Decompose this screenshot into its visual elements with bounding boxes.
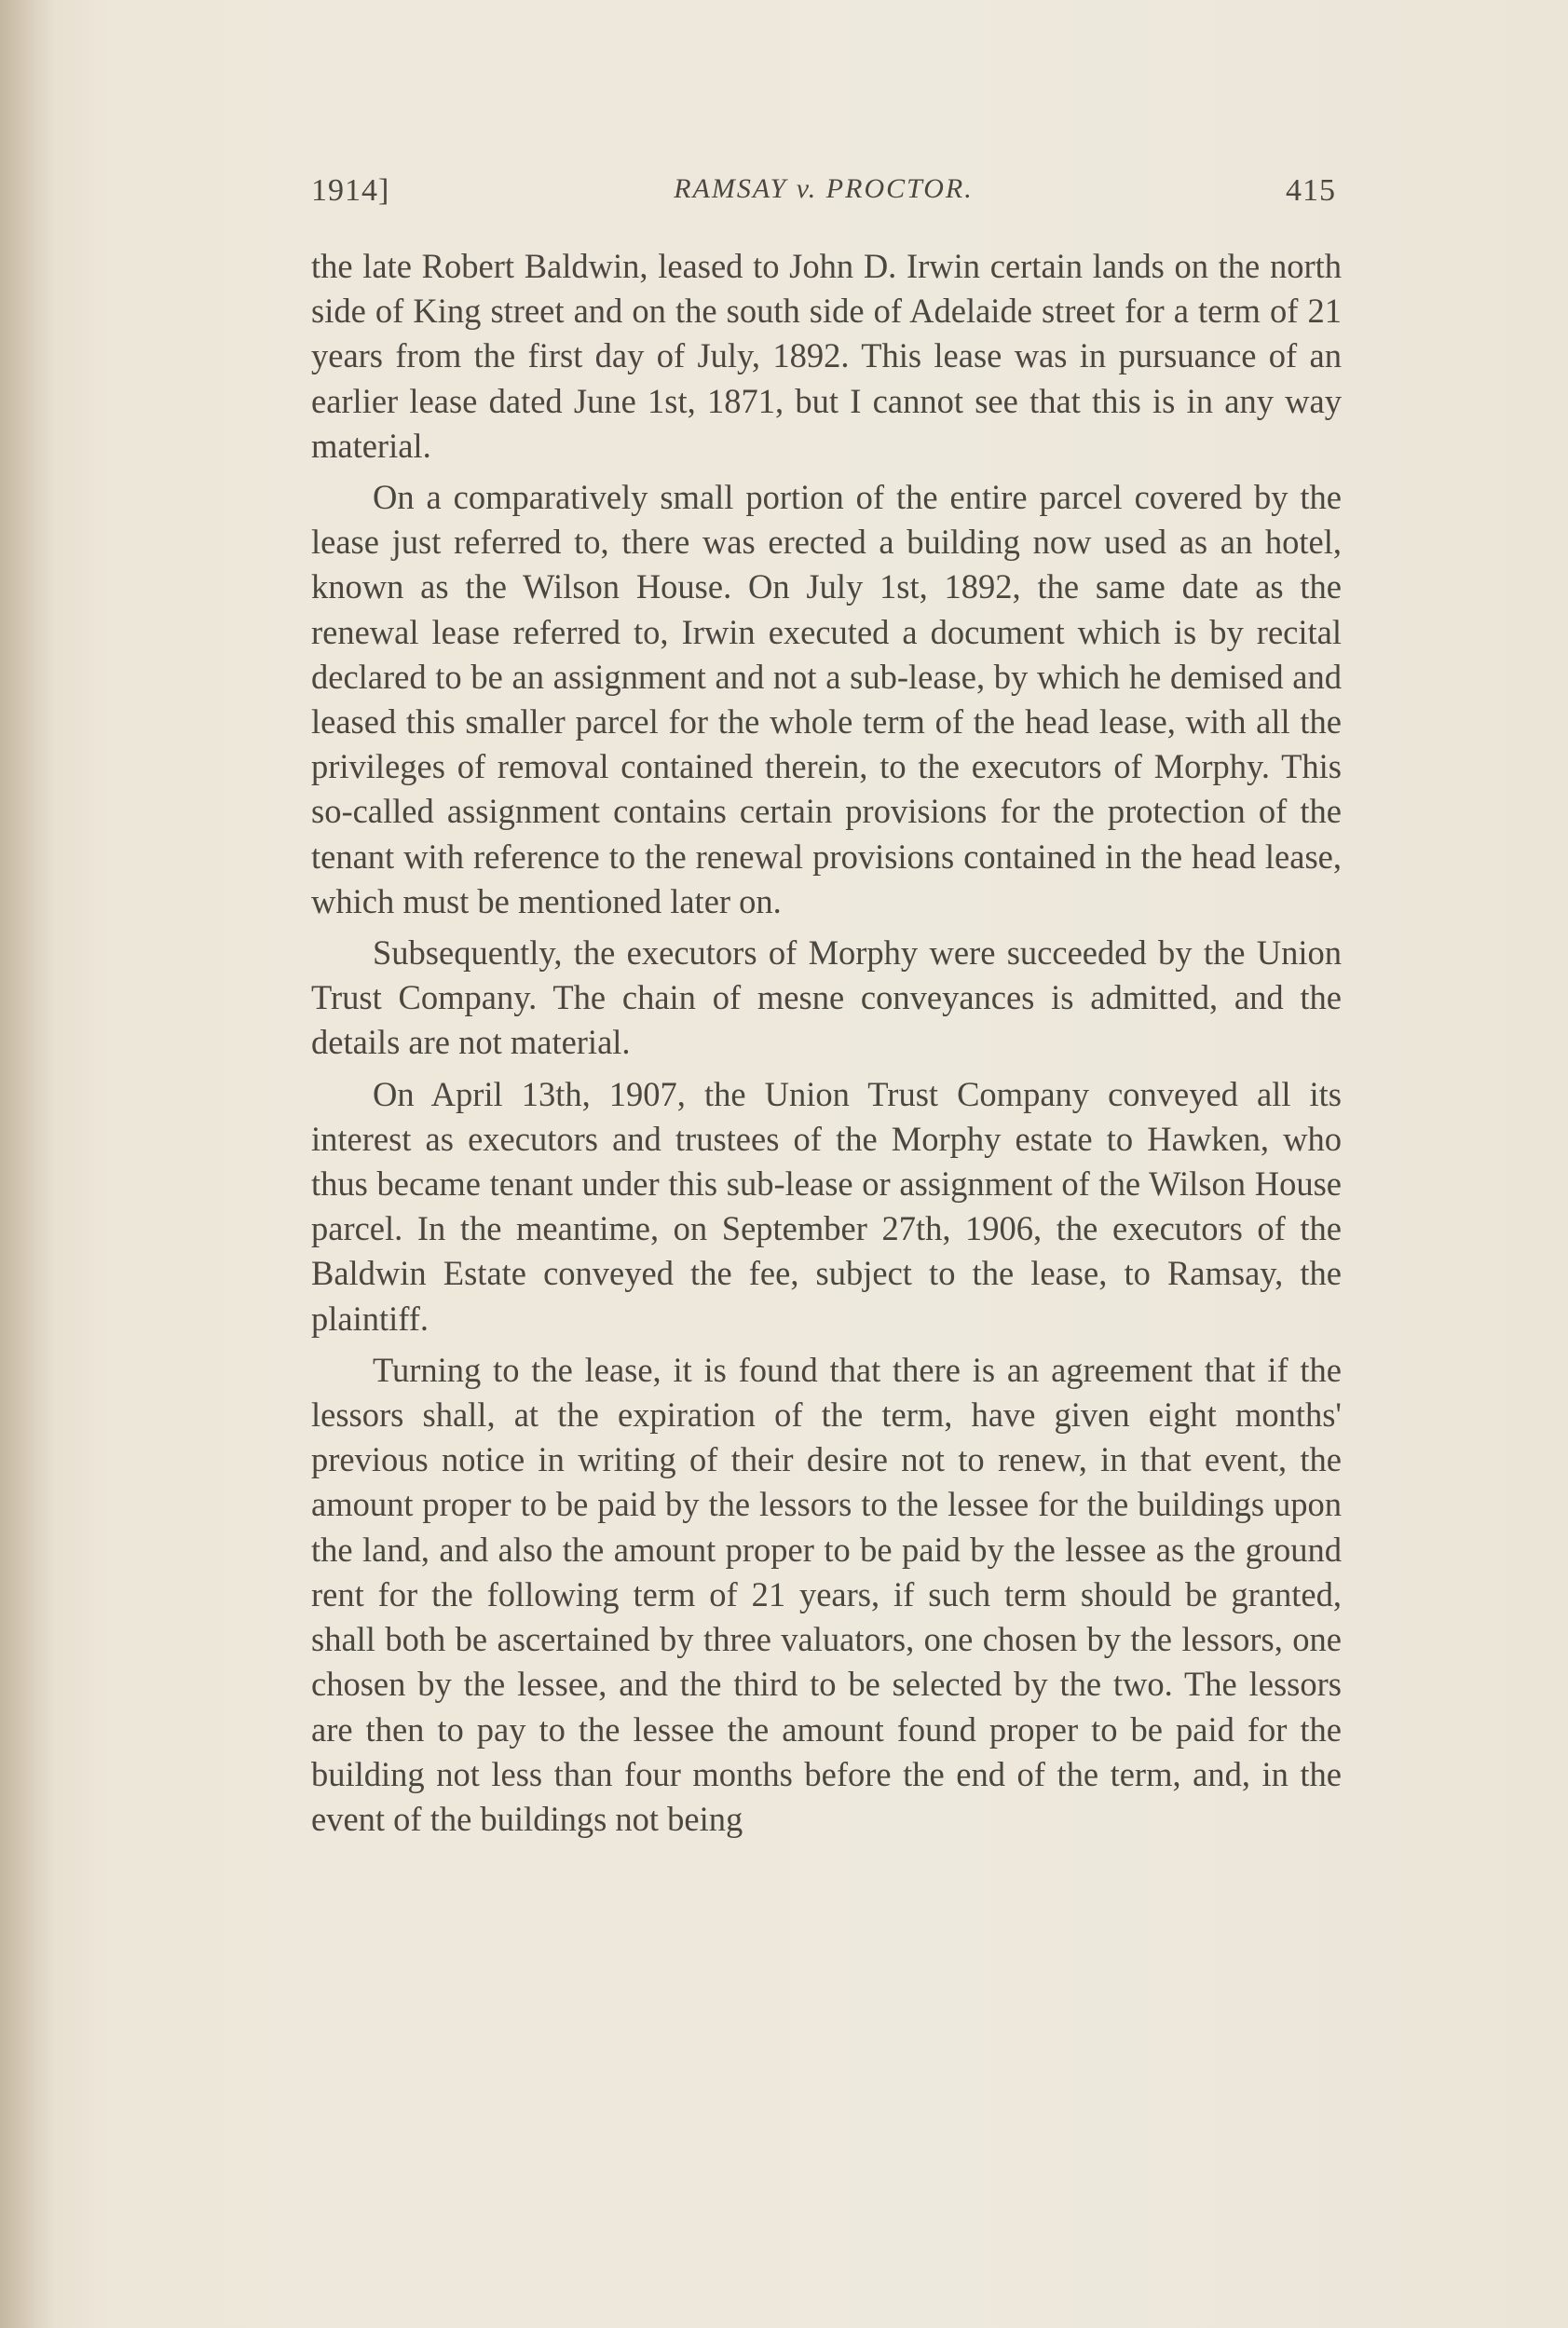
body-text	[311, 244, 1342, 1848]
paragraph-3: Subsequently, the executors of Morphy were succeeded by the Union Trust Company. The chain of mesne conveyances is admitted, and the details are not material.	[311, 933, 1342, 1062]
paragraph-2: On a comparatively small portion of the entire parcel covered by the lease just referred to, there was erected a building now used as an hotel, known as the Wilson House. On July 1st, 1892, the same date as the renewal lease referred to, Irwin executed a document which is by recital declared to be an assignment and not a sub-lease, by which he demised and leased this smaller parcel for the whole term of the head lease, with all the privileges of removal contained therein, to the executors of Morphy. This so-called assignment contains certain provisions for the protection of the tenant with reference to the renewal provisions contained in the head lease, which must be mentioned later on.	[311, 478, 1342, 920]
page-gutter-shadow	[0, 0, 56, 2328]
header-year: 1914]	[311, 173, 390, 208]
paragraph-1: the late Robert Baldwin, leased to John D. Irwin certain lands on the north side of King street and on the south side of Adelaide street for a term of 21 years from the first day of July, 1892. This lease was in pursuance of an earlier lease dated June 1st, 1871, but I cannot see that this is in any way material.	[311, 247, 1342, 465]
paragraph-5: Turning to the lease, it is found that there is an agreement that if the lessors shall, at the expiration of the term, have given eight months' previous notice in writing of their desire not to renew, in that event, the amount proper to be paid by the lessors to the lessee for the buildings upon the land, and also the amount proper to be paid by the lessee as the ground rent for the following term of 21 years, if such term should be granted, shall both be ascertained by three valuators, one chosen by the lessors, one chosen by the lessee, and the third to be selected by the two. The lessors are then to pay to the lessee the amount found proper to be paid for the building not less than four months before the end of the term, and, in the event of the buildings not being	[311, 1350, 1342, 1838]
page-number: 415	[1286, 173, 1336, 208]
header-case-title: RAMSAY v. PROCTOR.	[674, 173, 974, 204]
running-header	[311, 166, 1336, 222]
paragraph-4: On April 13th, 1907, the Union Trust Company conveyed all its interest as executors and trustees of the Morphy estate to Hawken, who thus became tenant under this sub-lease or assignment of the Wilson House parcel. In the meantime, on September 27th, 1906, the executors of the Baldwin Estate conveyed the fee, subject to the lease, to Ramsay, the plaintiff.	[311, 1074, 1342, 1338]
